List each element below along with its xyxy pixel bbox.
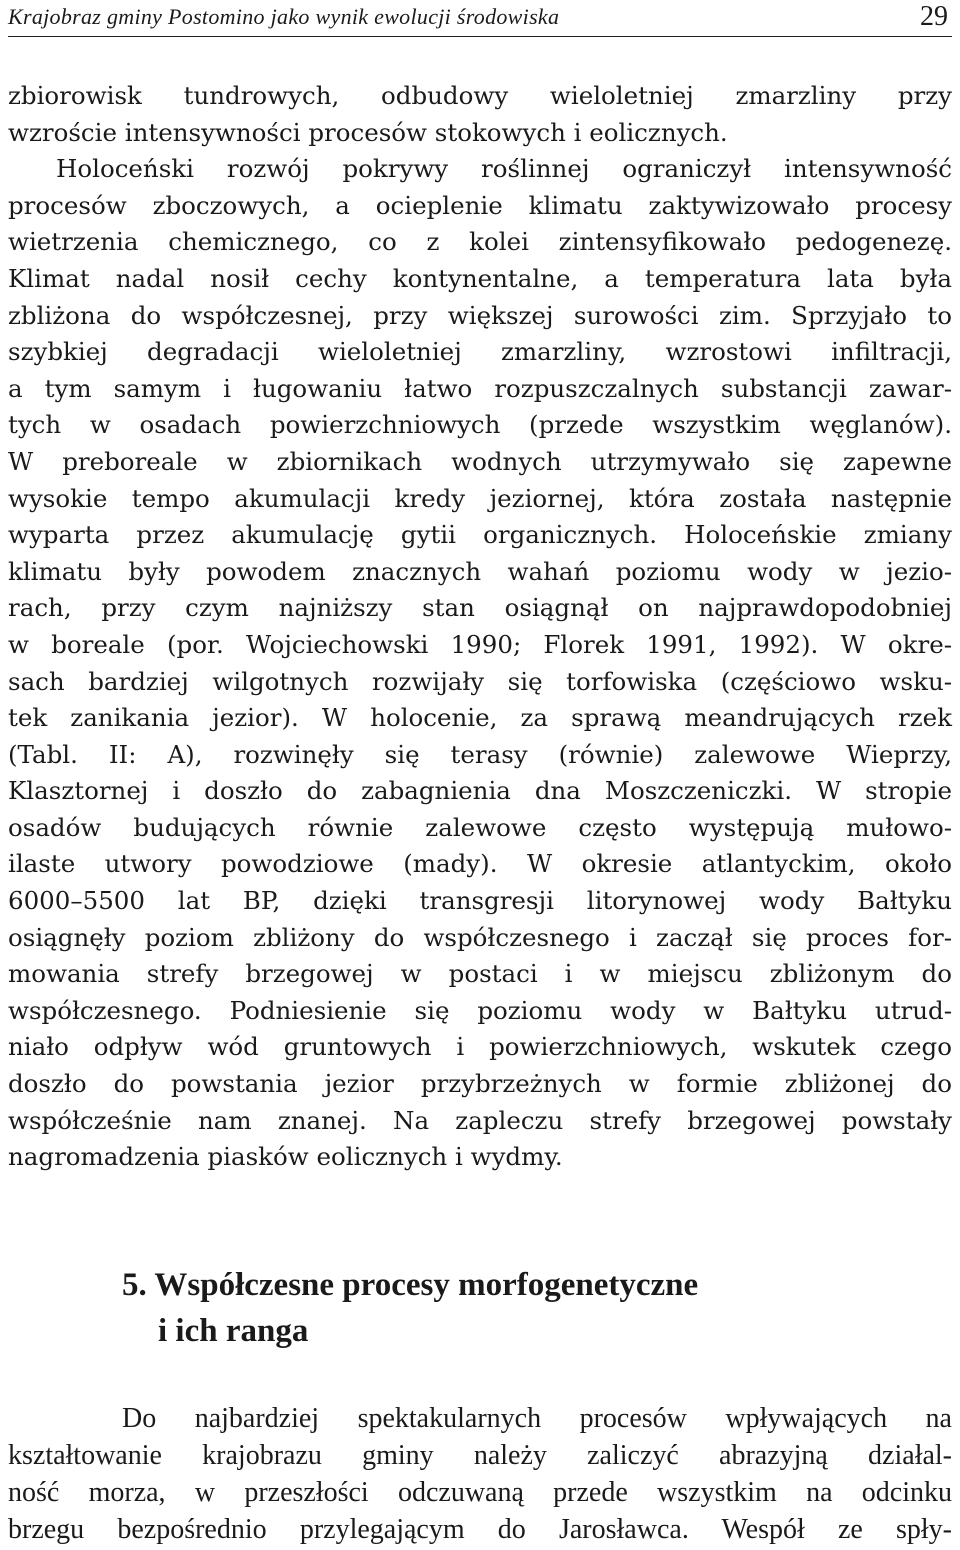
text-line: współczesnego. Podniesienie się poziomu wody w Bałtyku utrud- bbox=[8, 995, 952, 1025]
text-line: W preboreale w zbiornikach wodnych utrzymywało się zapewne bbox=[8, 446, 952, 476]
text-line: wysokie tempo akumulacji kredy jeziornej, która została następnie bbox=[8, 483, 952, 513]
text-line: procesów zboczowych, a ocieplenie klimatu zaktywizowało procesy bbox=[8, 190, 952, 220]
text-line: (Tabl. II: A), rozwinęły się terasy (równie) zalewowe Wieprzy, bbox=[8, 739, 952, 769]
text-line: Holoceński rozwój pokrywy roślinnej ograniczył intensywność bbox=[56, 154, 952, 184]
text-line: wyparta przez akumulację gytii organicznych. Holoceńskie zmiany bbox=[8, 520, 952, 550]
text-line: nagromadzenia piasków eolicznych i wydmy. bbox=[8, 1142, 563, 1172]
text-line: zbliżona do współczesnej, przy większej surowości zim. Sprzyjało to bbox=[8, 300, 952, 330]
text-line: rach, przy czym najniższy stan osiągnął on najprawdopodobniej bbox=[8, 593, 952, 623]
text-line: niało odpływ wód gruntowych i powierzchniowych, wskutek czego bbox=[8, 1032, 952, 1062]
text-line: osadów budujących równie zalewowe często występują mułowo- bbox=[8, 812, 952, 842]
page-header bbox=[8, 0, 952, 37]
text-line: tych w osadach powierzchniowych (przede wszystkim węglanów). bbox=[8, 410, 952, 440]
text-line: szybkiej degradacji wieloletniej zmarzliny, wzrostowi infiltracji, bbox=[8, 337, 952, 367]
text-line: Do najbardziej spektakularnych procesów wpływających na bbox=[122, 1403, 952, 1434]
text-line: klimatu były powodem znacznych wahań poziomu wody w jezio- bbox=[8, 556, 952, 586]
section-body-text bbox=[8, 1400, 952, 1548]
text-line: kształtowanie krajobrazu gminy należy zaliczyć abrazyjną działal- bbox=[8, 1440, 952, 1471]
text-line: 6000–5500 lat BP, dzięki transgresji litorynowej wody Bałtyku bbox=[8, 886, 952, 916]
text-line: w boreale (por. Wojciechowski 1990; Florek 1991, 1992). W okre- bbox=[8, 629, 952, 659]
text-line: sach bardziej wilgotnych rozwijały się torfowiska (częściowo wsku- bbox=[8, 666, 952, 696]
text-line: współcześnie nam znanej. Na zapleczu strefy brzegowej powstały bbox=[8, 1105, 952, 1135]
text-line: ność morza, w przeszłości odczuwaną przede wszystkim na odcinku bbox=[8, 1477, 952, 1508]
section-heading-line: 5. Współczesne procesy morfogenetyczne bbox=[122, 1267, 699, 1303]
page-number: 29 bbox=[920, 1, 948, 32]
text-line: Klimat nadal nosił cechy kontynentalne, a temperatura lata była bbox=[8, 263, 952, 293]
text-line: wietrzenia chemicznego, co z kolei zintensyfikowało pedogenezę. bbox=[8, 227, 952, 257]
text-line: doszło do powstania jezior przybrzeżnych w formie zbliżonej do bbox=[8, 1069, 952, 1099]
text-line: tek zanikania jezior). W holocenie, za sprawą meandrujących rzek bbox=[8, 703, 952, 733]
text-line: mowania strefy brzegowej w postaci i w miejscu zbliżonym do bbox=[8, 959, 952, 989]
body-text bbox=[8, 78, 952, 1176]
text-line: wzroście intensywności procesów stokowych i eolicznych. bbox=[8, 117, 728, 147]
running-title: Krajobraz gminy Postomino jako wynik ewolucji środowiska bbox=[8, 4, 560, 29]
text-line: a tym samym i ługowaniu łatwo rozpuszczalnych substancji zawar- bbox=[8, 373, 952, 403]
section-heading bbox=[122, 1262, 698, 1354]
text-line: brzegu bezpośrednio przylegającym do Jarosławca. Wespół ze spły- bbox=[8, 1514, 952, 1545]
section-heading-line: i ich ranga bbox=[158, 1313, 309, 1349]
text-line: ilaste utwory powodziowe (mady). W okresie atlantyckim, około bbox=[8, 849, 952, 879]
text-line: zbiorowisk tundrowych, odbudowy wieloletniej zmarzliny przy bbox=[8, 81, 952, 110]
text-line: Klasztornej i doszło do zabagnienia dna Moszczeniczki. W stropie bbox=[8, 776, 952, 806]
text-line: osiągnęły poziom zbliżony do współczesnego i zaczął się proces for- bbox=[8, 922, 952, 952]
